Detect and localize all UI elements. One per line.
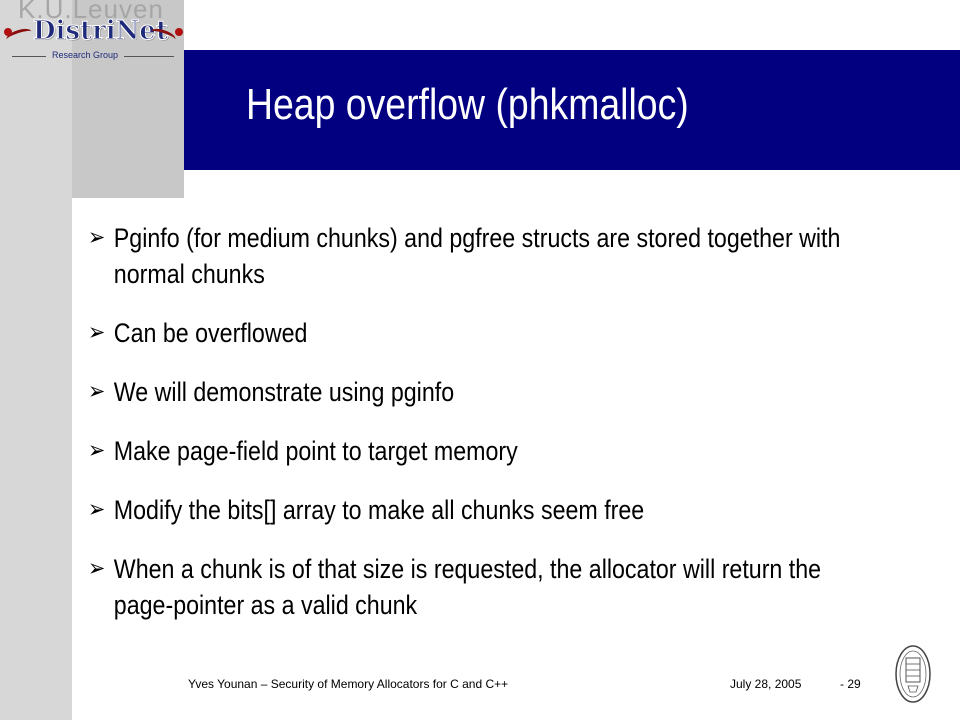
left-strip xyxy=(0,0,72,720)
slide-title: Heap overflow (phkmalloc) xyxy=(246,80,689,129)
arrow-bullet-icon: ➢ xyxy=(88,319,106,346)
arrow-bullet-icon: ➢ xyxy=(88,437,106,464)
bullet-item xyxy=(88,374,871,410)
footer-author-topic: Yves Younan – Security of Memory Allocators for C and C++ xyxy=(188,677,509,691)
logo-university-text: K.U.Leuven xyxy=(18,0,164,24)
logo-divider-left xyxy=(12,56,46,57)
bullet-text: Make page-field point to target memory xyxy=(113,436,518,466)
bullet-text: Can be overflowed xyxy=(113,318,308,348)
arrow-bullet-icon: ➢ xyxy=(88,378,106,405)
logo-subtitle: Research Group xyxy=(52,50,119,60)
logo-divider-right xyxy=(124,56,174,57)
university-seal-icon xyxy=(894,644,932,704)
arrow-bullet-icon: ➢ xyxy=(88,224,106,251)
bullet-item xyxy=(88,551,871,623)
bullet-item xyxy=(88,433,871,469)
bullet-text: Modify the bits[] array to make all chunks seem free xyxy=(113,495,645,525)
bullet-text: We will demonstrate using pginfo xyxy=(113,377,455,407)
bullet-text: When a chunk is of that size is requested, the allocator will return the page-pointer as a valid chunk xyxy=(113,554,822,620)
logo-brand-text: DistriNet xyxy=(33,16,168,46)
footer-page-number: - 29 xyxy=(840,677,861,691)
bullet-item xyxy=(88,315,871,351)
distrinet-logo xyxy=(0,0,184,70)
logo-dot-right-icon xyxy=(175,28,183,36)
arrow-bullet-icon: ➢ xyxy=(88,555,106,582)
bullet-item xyxy=(88,220,871,292)
footer-date: July 28, 2005 xyxy=(730,677,802,691)
bullet-item xyxy=(88,492,871,528)
arrow-bullet-icon: ➢ xyxy=(88,496,106,523)
title-bar xyxy=(184,50,960,170)
bullet-list xyxy=(88,220,888,646)
bullet-text: Pginfo (for medium chunks) and pgfree structs are stored together with normal chunks xyxy=(113,223,841,289)
logo-dot-left-icon xyxy=(4,28,12,36)
